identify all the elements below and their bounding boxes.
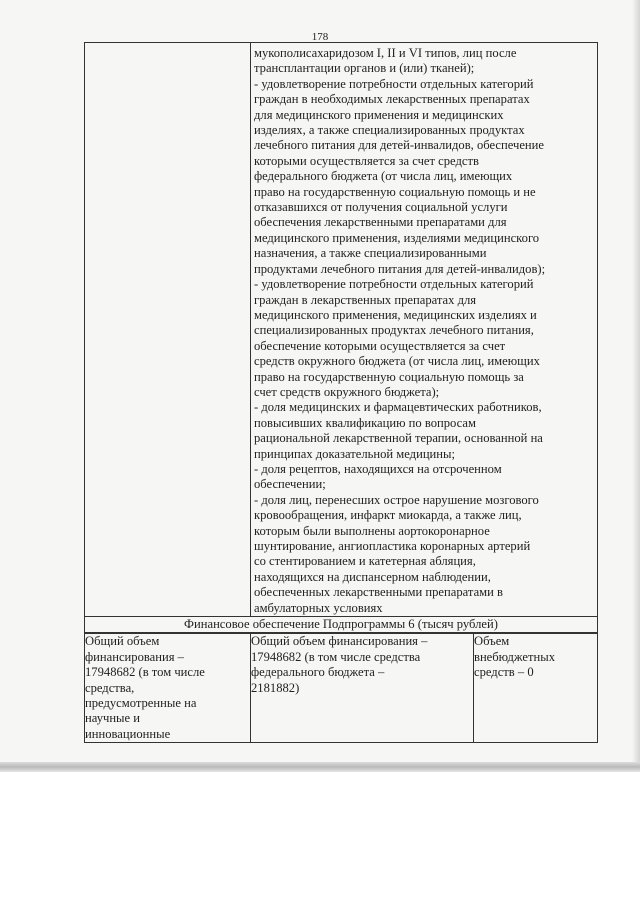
text-line: - доля лиц, перенесших острое нарушение мозгового bbox=[254, 492, 539, 507]
text-line: Объем bbox=[474, 634, 510, 649]
text-line: со стентированием и катетерная абляция, bbox=[254, 554, 476, 569]
text-line: средств окружного бюджета (от числа лиц, имеющих bbox=[254, 354, 540, 369]
text-line: - удовлетворение потребности отдельных категорий bbox=[254, 277, 534, 292]
text-line: обеспеченных лекарственными препаратами в bbox=[254, 585, 503, 600]
scan-right-edge bbox=[632, 0, 640, 768]
text-line: федерального бюджета – bbox=[251, 665, 385, 680]
text-line: которым были выполнены аортокоронарное bbox=[254, 523, 490, 538]
text-line: 17948682 (в том числе средства bbox=[251, 649, 421, 664]
text-line: принципах доказательной медицины; bbox=[254, 446, 455, 461]
financing-federal-cell bbox=[251, 633, 474, 742]
indicators-text-cell bbox=[251, 43, 598, 617]
text-line: трансплантации органов и (или) тканей); bbox=[254, 61, 475, 76]
text-line: мукополисахаридозом I, II и VI типов, лиц после bbox=[254, 46, 517, 60]
text-line: - доля рецептов, находящихся на отсроченном bbox=[254, 461, 502, 476]
text-line: продуктами лечебного питания для детей-инвалидов); bbox=[254, 261, 546, 276]
text-line: Общий объем bbox=[85, 634, 160, 649]
text-line: находящихся на диспансерном наблюдении, bbox=[254, 569, 491, 584]
text-line: предусмотренные на bbox=[85, 696, 197, 711]
text-line: право на государственную социальную помощь за bbox=[254, 369, 524, 384]
text-line: научные и bbox=[85, 711, 140, 726]
text-line: изделиях, а также специализированных продуктах bbox=[254, 123, 525, 138]
text-line: граждан в необходимых лекарственных препаратах bbox=[254, 92, 530, 107]
text-line: 2181882) bbox=[251, 680, 300, 695]
text-line: внебюджетных bbox=[474, 649, 555, 664]
text-line: амбулаторных условиях bbox=[254, 600, 383, 615]
indicators-row bbox=[85, 43, 598, 617]
text-line: назначения, а также специализированными bbox=[254, 246, 487, 261]
text-line: обеспечение которыми осуществляется за счет bbox=[254, 338, 506, 353]
page-number: 178 bbox=[311, 31, 329, 43]
text-line: инновационные bbox=[85, 726, 171, 741]
text-line: финансирования – bbox=[85, 649, 184, 664]
text-line: счет средств окружного бюджета); bbox=[254, 384, 440, 399]
text-line: средств – 0 bbox=[474, 665, 534, 680]
text-line: право на государственную социальную помощь и не bbox=[254, 184, 536, 199]
text-line: - удовлетворение потребности отдельных категорий bbox=[254, 76, 534, 91]
indicators-text bbox=[251, 43, 597, 616]
subprogram-table bbox=[84, 42, 598, 743]
scan-bottom-edge bbox=[0, 762, 640, 772]
text-line: специализированных продуктах лечебного питания, bbox=[254, 323, 534, 338]
text-line: отказавшихся от получения социальной услуги bbox=[254, 200, 508, 215]
text-line: - доля медицинских и фармацевтических работников, bbox=[254, 400, 542, 415]
text-line: средства, bbox=[85, 680, 135, 695]
text-line: граждан в лекарственных препаратах для bbox=[254, 292, 477, 307]
indicators-label-cell bbox=[85, 43, 251, 617]
text-line: кровообращения, инфаркт миокарда, а также лиц, bbox=[254, 508, 522, 523]
text-line: медицинского применения, медицинских изделиях и bbox=[254, 307, 537, 322]
text-line: для медицинского применения и медицинских bbox=[254, 107, 504, 122]
text-line: федерального бюджета (от числа лиц, имеющих bbox=[254, 169, 513, 184]
text-line: обеспечения лекарственными препаратами для bbox=[254, 215, 507, 230]
text-line: рациональной лекарственной терапии, основанной на bbox=[254, 431, 543, 446]
financing-heading: Финансовое обеспечение Подпрограммы 6 (тысяч рублей) bbox=[85, 617, 598, 634]
text-line: лечебного питания для детей-инвалидов, обеспечение bbox=[254, 138, 545, 153]
text-line: обеспечении; bbox=[254, 477, 326, 492]
financing-extrabudgetary-cell bbox=[474, 633, 598, 742]
financing-row bbox=[85, 633, 598, 742]
financing-heading-row bbox=[85, 617, 598, 634]
text-line: 17948682 (в том числе bbox=[85, 665, 205, 680]
text-line: шунтирование, ангиопластика коронарных артерий bbox=[254, 539, 531, 553]
text-line: медицинского применения, изделиями медицинского bbox=[254, 230, 540, 245]
financing-total-cell bbox=[85, 633, 251, 742]
text-line: Общий объем финансирования – bbox=[251, 634, 428, 649]
text-line: которыми осуществляется за счет средств bbox=[254, 153, 479, 168]
text-line: повысивших квалификацию по вопросам bbox=[254, 415, 476, 430]
